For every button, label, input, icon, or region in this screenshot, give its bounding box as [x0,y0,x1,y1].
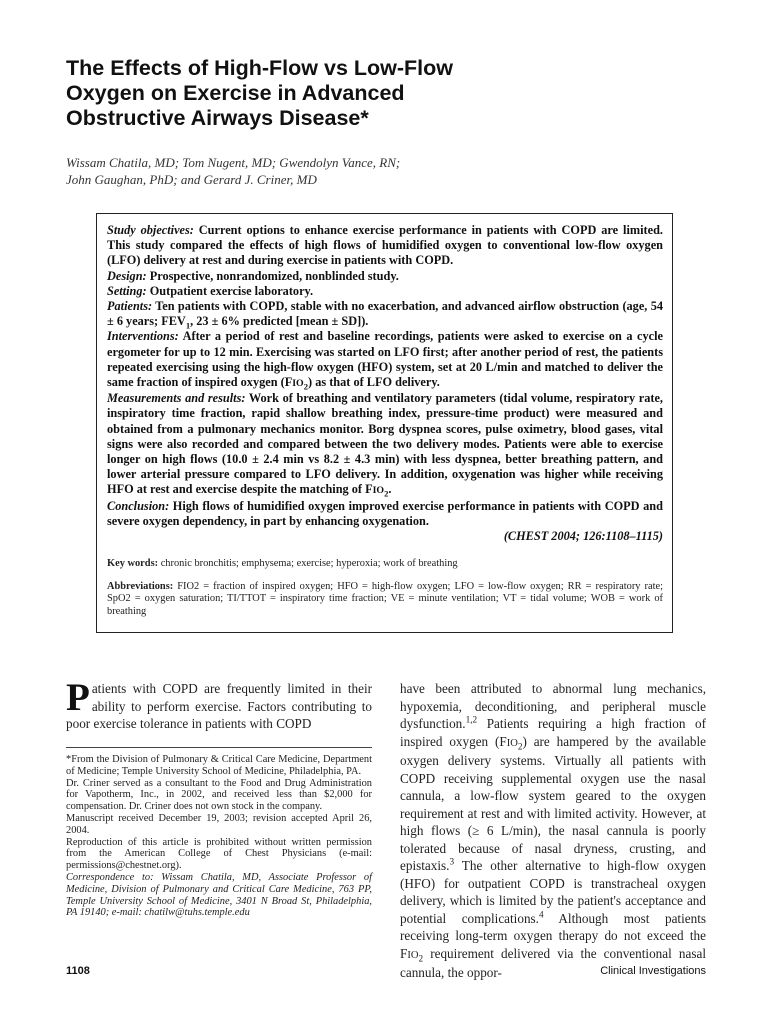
author-list [66,154,706,188]
body-text: atients with COPD are frequently limited in their ability to perform exercise. Factors contributing to poor exercise tolerance in patients with COPD [66,681,372,731]
citation-ref: 1,2 [465,714,478,725]
title-line: Obstructive Airways Disease* [66,106,369,130]
journal-citation: (CHEST 2004; 126:1108–1115) [503,529,663,544]
abstract-patients [107,299,663,329]
author-line: John Gaughan, PhD; and Gerard J. Criner, MD [66,172,317,187]
page-number: 1108 [66,965,90,977]
key-words [107,558,663,571]
section-label: Conclusion: [107,498,170,513]
abstract-design [107,269,663,284]
abstract-body [107,223,663,529]
section-text: . [388,482,392,497]
body-text: Patients requiring a high fraction of inspired oxygen (F [400,716,706,749]
section-text: Ten patients with COPD, stable with no exacerbation, and advanced airflow obstruction (age, 54 ± 6 years; FEV [107,299,663,329]
section-text: After a period of rest and baseline recordings, patients were asked to exercise on a cycle ergometer for up to 12 min. Exercising was started on LFO first; after another period of rest, the patients repeated exercising using the high-flow oxygen (HFO) system, set at 20 L/min and matched to deliver the same fraction of inspired oxygen (F [107,329,663,390]
keywords-label: Key words: [107,558,159,570]
body-text: The other alternative to high-flow oxygen (HFO) for outpatient COPD is transtracheal oxygen delivery, which is limited by the patient's acceptance and potential complications. [400,858,706,926]
footnote-divider [66,747,372,748]
smallcaps: IO [372,485,385,497]
footnote-reproduction: Reproduction of this article is prohibited without written permission from the American College of Chest Physicians (e-mail: permissions@chestnet.org). [66,836,372,872]
article-title [66,56,706,131]
smallcaps: IO [407,949,419,961]
abstract-interventions [107,329,663,391]
section-text: ) as that of LFO delivery. [308,375,440,390]
smallcaps: IO [292,378,304,390]
footnote-disclosure: Dr. Criner served as a consultant to the Food and Drug Administration for Vapotherm, Inc., in 2002, and received less than $2,000 for compensation. Dr. Criner does not own stock in the company. [66,777,372,813]
abstract-setting [107,284,663,299]
section-text: Outpatient exercise laboratory. [146,283,314,298]
section-label: Study objectives: [107,223,194,237]
body-column-right [400,680,706,982]
author-line: Wissam Chatila, MD; Tom Nugent, MD; Gwendolyn Vance, RN; [66,155,401,170]
subscript: 2 [517,741,523,752]
body-text: have been attributed to abnormal lung mechanics, hypoxemia, deconditioning, and peripheral muscle dysfunction. [400,681,706,731]
body-text: requirement delivered via the conventional nasal cannula, the oppor- [400,945,706,980]
citation-ref: 3 [449,856,455,867]
section-name: Clinical Investigations [600,965,706,977]
section-text: Current options to enhance exercise performance in patients with COPD are limited. This study compared the effects of high flows of humidified oxygen to conventional low-flow oxygen (LFO) delivery at rest and during exercise in patients with COPD. [107,223,663,268]
title-line: The Effects of High-Flow vs Low-Flow [66,56,453,80]
section-label: Design: [107,268,147,283]
abbreviations-text: FIO2 = fraction of inspired oxygen; HFO = high-flow oxygen; LFO = low-flow oxygen; RR = respiratory rate; SpO2 = oxygen saturation; TI/TTOT = inspiratory time fraction; VE = minute ventilation; VT = tidal volume; WOB = work of breathing [107,580,663,618]
abstract-conclusion [107,499,663,529]
citation-ref: 4 [538,909,544,920]
subscript: 2 [384,488,389,499]
section-label: Measurements and results: [107,391,246,406]
title-line: Oxygen on Exercise in Advanced [66,81,405,105]
abbreviations [107,581,663,619]
smallcaps: IO [506,737,518,749]
footnote-affiliation: *From the Division of Pulmonary & Critical Care Medicine, Department of Medicine; Temple University School of Medicine, Philadelphia, PA. [66,754,372,777]
footnotes [66,754,372,919]
section-text: High flows of humidified oxygen improved exercise performance in patients with COPD and severe oxygen dependency, in part by enhancing oxygenation. [107,498,663,528]
subscript: 2 [303,381,309,392]
footnote-received: Manuscript received December 19, 2003; revision accepted April 26, 2004. [66,812,372,836]
section-text: Work of breathing and ventilatory parameters (tidal volume, respiratory rate, inspiratory time fraction, rapid shallow breathing index, pressure-time product) were measured and obtained from a pulmonary mechanics monitor. Borg dyspnea scores, pulse oximetry, blood gases, vital signs were also recorded and compared between the two delivery modes. Patients were able to exercise longer on high flows (10.0 ± 2.4 min vs 8.2 ± 4.3 min) with less dyspnea, better breathing pattern, and lower arterial pressure compared to LFO delivery. In addition, oxygenation was higher while receiving HFO at rest and exercise despite the matching of F [107,391,663,497]
footnote-correspondence: Correspondence to: Wissam Chatila, MD, Associate Professor of Medicine, Division of Pulmonary and Critical Care Medicine, 763 PP, Temple University School of Medicine, 3401 N Broad St, Philadelphia, PA 19140; e-mail: chatilw@tuhs.temple.edu [66,871,372,919]
body-text: ) are hampered by the available oxygen delivery systems. Virtually all patients with COPD receiving supplemental oxygen use the nasal cannula, a low-flow system geared to the oxygen requirement at rest and with limited activity. However, at high flows (≥ 6 L/min), the nasal cannula is poorly tolerated because of nasal dryness, crusting, and epistaxis. [400,733,706,873]
abstract-objectives [107,223,663,269]
body-text: Although most patients receiving long-term oxygen therapy do not exceed the F [400,910,706,961]
keywords-text: chronic bronchitis; emphysema; exercise; hyperoxia; work of breathing [158,558,458,570]
section-text: Prospective, nonrandomized, nonblinded study. [146,268,399,283]
abstract-measurements [107,391,663,498]
abstract-box [96,213,673,633]
body-column-left [66,676,372,733]
drop-cap: P [66,676,90,719]
abbreviations-label: Abbreviations: [107,580,174,592]
section-label: Setting: [107,283,147,298]
subscript: 2 [418,953,424,964]
section-label: Patients: [107,299,153,314]
section-label: Interventions: [107,329,179,344]
subscript: 1 [185,320,191,331]
section-text: , 23 ± 6% predicted [mean ± SD]). [190,314,369,329]
